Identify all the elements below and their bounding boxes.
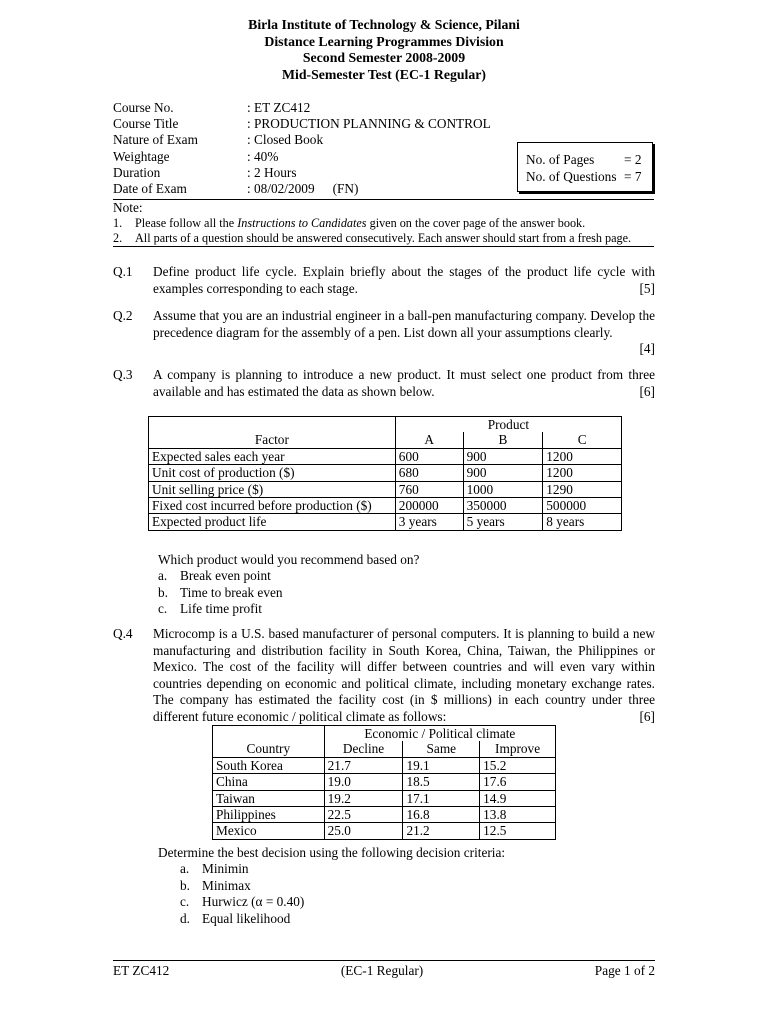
table-cell: Philippines bbox=[213, 807, 325, 823]
division-name: Distance Learning Programmes Division bbox=[264, 33, 504, 49]
table-cell: 25.0 bbox=[324, 823, 403, 839]
info-value: : ET ZC412 bbox=[247, 100, 311, 115]
list-item bbox=[180, 911, 505, 927]
pages-box bbox=[517, 142, 653, 192]
question-body bbox=[153, 367, 655, 400]
list-letter: a. bbox=[158, 568, 168, 584]
list-text: Hurwicz (α = 0.40) bbox=[202, 894, 305, 910]
note-text: All parts of a question should be answered consecutively. Each answer should start from a fresh page. bbox=[135, 231, 632, 245]
divider bbox=[113, 246, 654, 247]
table-cell: 8 years bbox=[543, 514, 622, 530]
table-cell: 15.2 bbox=[480, 757, 556, 773]
info-label: Course Title bbox=[113, 116, 179, 132]
list-item bbox=[158, 601, 419, 617]
table-cell: 19.1 bbox=[403, 757, 480, 773]
table-header-cell: Decline bbox=[324, 741, 403, 757]
table-cell: China bbox=[213, 774, 325, 790]
note-title: Note: bbox=[113, 200, 143, 215]
table-row bbox=[213, 790, 556, 806]
question-3 bbox=[113, 367, 655, 400]
table-cell: 900 bbox=[463, 465, 543, 481]
table-cell: 21.2 bbox=[403, 823, 480, 839]
list-text: Time to break even bbox=[180, 584, 283, 600]
list-text: Equal likelihood bbox=[202, 910, 291, 926]
test-title: Mid-Semester Test (EC-1 Regular) bbox=[282, 66, 486, 82]
criteria-list bbox=[180, 861, 505, 927]
table-row bbox=[149, 481, 622, 497]
info-row bbox=[113, 100, 491, 116]
list-letter: b. bbox=[180, 877, 190, 893]
table-cell: 12.5 bbox=[480, 823, 556, 839]
table-cell: 17.6 bbox=[480, 774, 556, 790]
info-label: Nature of Exam bbox=[113, 132, 198, 148]
table-cell: 13.8 bbox=[480, 807, 556, 823]
question-text: Assume that you are an industrial engineer in a ball-pen manufacturing company. Develop the precedence diagram for the assembly of a pen. List down all your assumptions clearly. bbox=[153, 308, 655, 340]
table-cell: 680 bbox=[395, 465, 463, 481]
table-row bbox=[149, 498, 622, 514]
table-cell: Taiwan bbox=[213, 790, 325, 806]
table-cell: 19.2 bbox=[324, 790, 403, 806]
note-list bbox=[113, 216, 631, 246]
info-value: : PRODUCTION PLANNING & CONTROL bbox=[247, 116, 491, 132]
table-cell: 200000 bbox=[395, 498, 463, 514]
list-text: Life time profit bbox=[180, 601, 262, 617]
table-row bbox=[213, 823, 556, 839]
info-row bbox=[113, 181, 491, 197]
table-header-row bbox=[213, 741, 556, 757]
list-item bbox=[158, 568, 419, 584]
table-cell: South Korea bbox=[213, 757, 325, 773]
question-text: A company is planning to introduce a new product. It must select one product from three available and has estimated the data as shown below. bbox=[153, 367, 655, 399]
table-header-row bbox=[149, 432, 622, 448]
question-body bbox=[153, 626, 655, 726]
info-value: : Closed Book bbox=[247, 132, 324, 148]
footer-page-number: Page 1 of 2 bbox=[594, 963, 655, 978]
table-cell: Unit cost of production ($) bbox=[149, 465, 396, 481]
table-cell: Fixed cost incurred before production ($) bbox=[149, 498, 396, 514]
questions-value: = 7 bbox=[624, 169, 642, 184]
question-number: Q.4 bbox=[113, 626, 133, 641]
list-text: Break even point bbox=[180, 568, 271, 584]
subquestion-intro: Determine the best decision using the following decision criteria: bbox=[158, 845, 506, 860]
question-number: Q.1 bbox=[113, 264, 133, 279]
question-text: Define product life cycle. Explain briefly about the stages of the product life cycle with examples corresponding to each stage. bbox=[153, 264, 655, 296]
table-cell: 1200 bbox=[543, 448, 622, 464]
list-letter: c. bbox=[180, 894, 190, 910]
institute-name: Birla Institute of Technology & Science, Pilani bbox=[248, 17, 520, 32]
question-2 bbox=[113, 308, 655, 358]
note-item bbox=[113, 231, 631, 246]
question-number: Q.3 bbox=[113, 367, 133, 382]
table-header-cell: Factor bbox=[149, 432, 396, 448]
question-marks: [6] bbox=[639, 383, 655, 399]
page-footer bbox=[113, 960, 655, 980]
question-text: Microcomp is a U.S. based manufacturer of personal computers. It is planning to build a new manufacturing and distribution facility in South Korea, China, Taiwan, the Philippines or Mexico. The cost of the facility will differ between countries and will even vary within countries depending on economic and political climate, including monetary exchange rates. The company has estimated the facility cost (in $ millions) in each country under three different future economic / political climate as follows: bbox=[153, 626, 655, 724]
table-cell: 1200 bbox=[543, 465, 622, 481]
info-row bbox=[113, 149, 491, 165]
list-item bbox=[180, 894, 505, 910]
table-header-cell: C bbox=[543, 432, 622, 448]
table-cell: 900 bbox=[463, 448, 543, 464]
table-cell-empty bbox=[213, 726, 325, 742]
note-emphasis: Instructions to Candidates bbox=[237, 216, 367, 230]
pages-value: = 2 bbox=[624, 152, 642, 167]
table-row bbox=[213, 774, 556, 790]
table-cell: 350000 bbox=[463, 498, 543, 514]
info-value: : 40% bbox=[247, 148, 279, 164]
note-item bbox=[113, 216, 631, 231]
table-cell: 5 years bbox=[463, 514, 543, 530]
question-number: Q.2 bbox=[113, 308, 133, 323]
table-row bbox=[149, 465, 622, 481]
table-cell: Unit selling price ($) bbox=[149, 481, 396, 497]
list-item bbox=[158, 585, 419, 601]
question-body bbox=[153, 308, 655, 358]
table-group-header: Product bbox=[395, 417, 621, 433]
table-cell: 19.0 bbox=[324, 774, 403, 790]
pages-label: No. of Pages bbox=[526, 152, 595, 167]
document-header bbox=[0, 17, 768, 83]
table-cell: 16.8 bbox=[403, 807, 480, 823]
table-cell: 3 years bbox=[395, 514, 463, 530]
list-text: Minimax bbox=[202, 877, 251, 893]
question-body bbox=[153, 264, 655, 297]
list-item bbox=[180, 878, 505, 894]
table-cell: 18.5 bbox=[403, 774, 480, 790]
note-text-part: given on the cover page of the answer book. bbox=[366, 216, 586, 230]
list-letter: a. bbox=[180, 861, 190, 877]
list-letter: c. bbox=[158, 601, 168, 617]
footer-test: (EC-1 Regular) bbox=[340, 963, 424, 978]
table-row bbox=[213, 757, 556, 773]
table-header-cell: Country bbox=[213, 741, 325, 757]
table-row bbox=[213, 807, 556, 823]
table-header-cell: A bbox=[395, 432, 463, 448]
table-header-cell: B bbox=[463, 432, 543, 448]
question-marks: [4] bbox=[639, 341, 655, 357]
table-cell-empty bbox=[149, 417, 396, 433]
facility-cost-table bbox=[212, 725, 556, 840]
info-row bbox=[113, 132, 491, 148]
table-cell: Expected product life bbox=[149, 514, 396, 530]
semester: Second Semester 2008-2009 bbox=[302, 50, 466, 65]
q3-subquestions bbox=[158, 552, 419, 618]
info-value: : 08/02/2009 bbox=[247, 180, 315, 196]
table-row bbox=[149, 514, 622, 530]
footer-course: ET ZC412 bbox=[113, 963, 170, 978]
note-text bbox=[135, 216, 585, 231]
note-number: 2. bbox=[113, 231, 123, 245]
table-cell: 22.5 bbox=[324, 807, 403, 823]
table-header-cell: Improve bbox=[480, 741, 556, 757]
subquestion-intro: Which product would you recommend based on? bbox=[158, 552, 420, 567]
table-cell: 1290 bbox=[543, 481, 622, 497]
question-1 bbox=[113, 264, 655, 297]
exam-session: (FN) bbox=[332, 180, 359, 196]
course-info bbox=[113, 100, 491, 197]
table-cell: 500000 bbox=[543, 498, 622, 514]
list-letter: d. bbox=[180, 910, 190, 926]
table-header-row bbox=[149, 417, 622, 433]
list-item bbox=[180, 861, 505, 877]
info-label: Weightage bbox=[113, 148, 170, 164]
info-value: : 2 Hours bbox=[247, 164, 297, 180]
table-header-row bbox=[213, 726, 556, 742]
table-header-cell: Same bbox=[403, 741, 480, 757]
table-cell: 17.1 bbox=[403, 790, 480, 806]
table-cell: 760 bbox=[395, 481, 463, 497]
table-group-header: Economic / Political climate bbox=[324, 726, 555, 742]
info-label: Date of Exam bbox=[113, 180, 187, 196]
list-letter: b. bbox=[158, 584, 168, 600]
table-row bbox=[149, 448, 622, 464]
list-text: Minimin bbox=[202, 861, 249, 877]
questions-label: No. of Questions bbox=[526, 169, 617, 184]
product-table bbox=[148, 416, 622, 531]
table-cell: Mexico bbox=[213, 823, 325, 839]
table-cell: 1000 bbox=[463, 481, 543, 497]
table-cell: 600 bbox=[395, 448, 463, 464]
table-cell: 21.7 bbox=[324, 757, 403, 773]
question-marks: [6] bbox=[639, 708, 655, 724]
table-cell: Expected sales each year bbox=[149, 448, 396, 464]
question-marks: [5] bbox=[639, 280, 655, 296]
divider bbox=[113, 199, 654, 200]
table-cell: 14.9 bbox=[480, 790, 556, 806]
note-number: 1. bbox=[113, 216, 123, 230]
info-row bbox=[113, 165, 491, 181]
note-text-part: Please follow all the bbox=[135, 216, 238, 230]
info-label: Course No. bbox=[113, 100, 174, 115]
info-row bbox=[113, 116, 491, 132]
info-label: Duration bbox=[113, 164, 161, 180]
q4-subquestions bbox=[158, 845, 505, 927]
question-4 bbox=[113, 626, 655, 726]
